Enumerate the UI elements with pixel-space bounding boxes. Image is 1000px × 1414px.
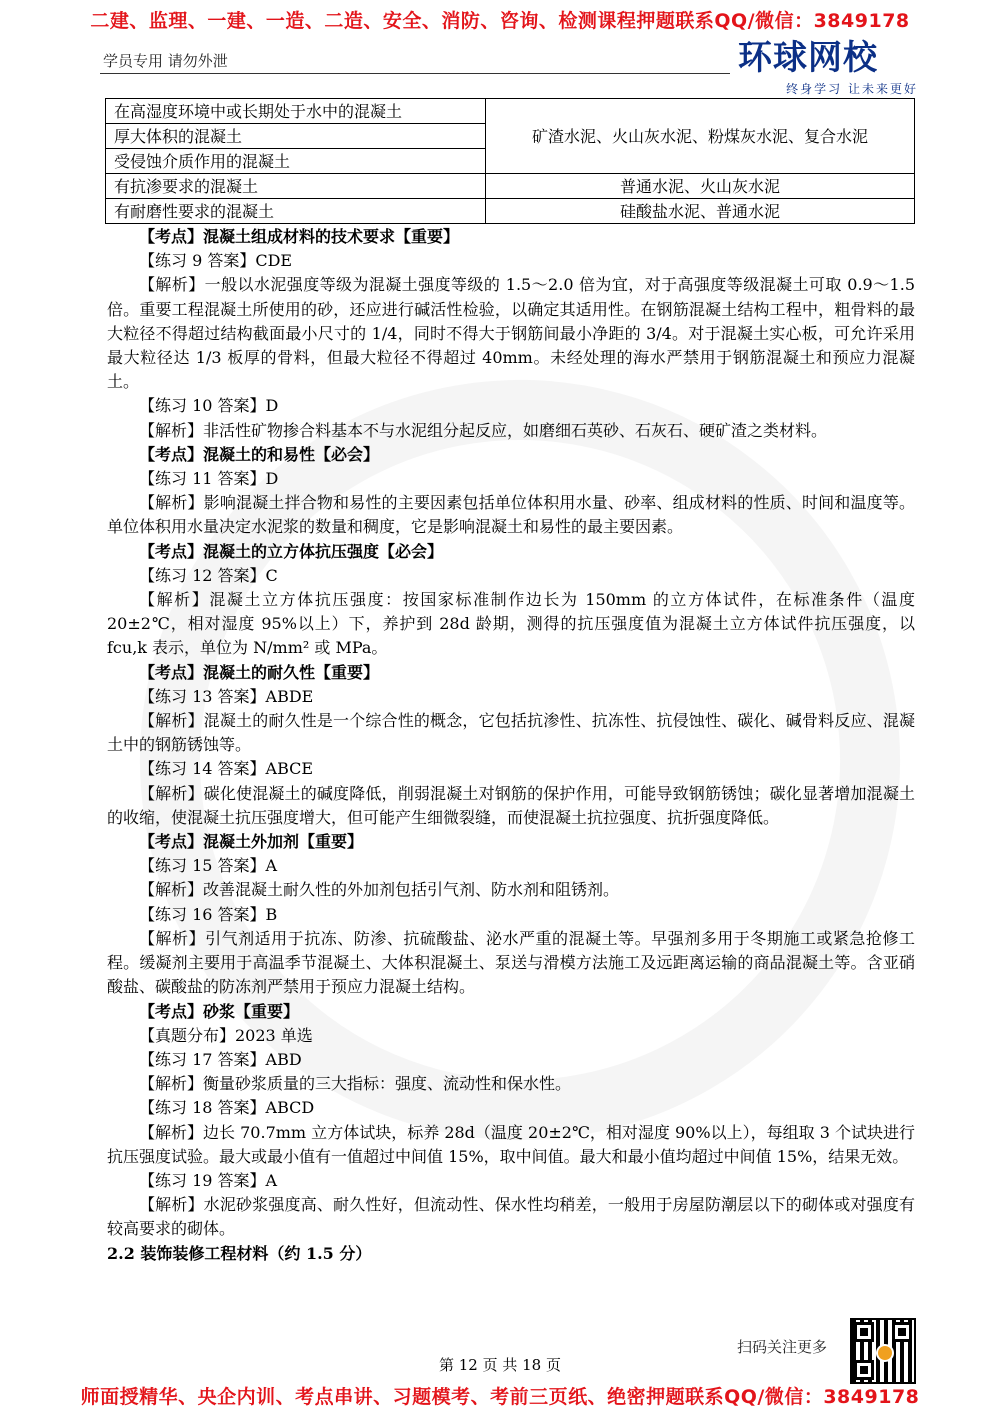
answer-line: 【练习 9 答案】CDE <box>139 251 293 271</box>
answer-line: 【练习 11 答案】D <box>139 469 279 489</box>
key-point-heading: 【考点】砂浆【重要】 <box>139 1001 300 1021</box>
table-row <box>106 199 915 224</box>
table-row <box>106 99 915 124</box>
table-cell: 在高湿度环境中或长期处于水中的混凝土 <box>106 99 486 124</box>
qr-label: 扫码关注更多 <box>737 1338 828 1356</box>
answer-line: 【练习 19 答案】A <box>139 1170 278 1190</box>
explanation-paragraph: 【解析】影响混凝土拌合物和易性的主要因素包括单位体积用水量、砂率、组成材料的性质、时间和温度等。单位体积用水量决定水泥浆的数量和稠度，它是影响混凝土和易性的最主要因素。 <box>107 493 915 537</box>
table-cell: 矿渣水泥、火山灰水泥、粉煤灰水泥、复合水泥 <box>486 99 915 174</box>
table-cell: 厚大体积的混凝土 <box>106 124 486 149</box>
table-cell: 有耐磨性要求的混凝土 <box>106 199 486 224</box>
key-point-heading: 【考点】混凝土外加剂【重要】 <box>139 832 364 852</box>
exam-distribution: 【真题分布】2023 单选 <box>139 1025 313 1045</box>
explanation-paragraph: 【解析】一般以水泥强度等级为混凝土强度等级的 1.5～2.0 倍为宜，对于高强度等级混凝土可取 0.9～1.5 倍。重要工程混凝土所使用的砂，还应进行碱活性检验，以确定其适用性。在钢筋混凝土结构工程中，粗骨料的最大粒径不得超过结构截面最小尺寸的 1/4，同时不得大于钢筋间最小净距的 3/4。对于混凝土实心板，可允许采用最大粒径达 1/3 板厚的骨料，但最大粒径不得超过 40mm。未经处理的海水严禁用于钢筋混凝土和预应力混凝土。 <box>107 275 915 392</box>
explanation-paragraph: 【解析】混凝土的耐久性是一个综合性的概念，它包括抗渗性、抗冻性、抗侵蚀性、碳化、碱骨料反应、混凝土中的钢筋锈蚀等。 <box>107 711 915 755</box>
table-cell: 受侵蚀介质作用的混凝土 <box>106 149 486 174</box>
answer-line: 【练习 18 答案】ABCD <box>139 1098 315 1118</box>
table-cell: 有抗渗要求的混凝土 <box>106 174 486 199</box>
header-divider <box>100 73 730 74</box>
answer-line: 【练习 15 答案】A <box>139 856 278 876</box>
qr-eye <box>854 1322 874 1342</box>
answer-line: 【练习 13 答案】ABDE <box>139 686 314 706</box>
top-ad-banner: 二建、监理、一建、一造、二造、安全、消防、咨询、检测课程押题联系QQ/微信：3849178 <box>90 10 910 32</box>
key-point-heading: 【考点】混凝土的立方体抗压强度【必会】 <box>139 541 444 561</box>
answer-line: 【练习 10 答案】D <box>139 396 279 416</box>
qr-eye <box>892 1322 912 1342</box>
explanation-paragraph: 【解析】改善混凝土耐久性的外加剂包括引气剂、防水剂和阻锈剂。 <box>139 880 620 900</box>
answer-line: 【练习 14 答案】ABCE <box>139 759 314 779</box>
key-point-heading: 【考点】混凝土组成材料的技术要求【重要】 <box>139 227 460 246</box>
table-row <box>106 174 915 199</box>
cement-selection-table <box>105 98 915 224</box>
explanation-paragraph: 【解析】边长 70.7mm 立方体试块，标养 28d（温度 20±2℃，相对湿度 90%以上），每组取 3 个试块进行抗压强度试验。最大或最小值有一值超过中间值 15%，取中间值。最大和最小值均超过中间值 15%，结果无效。 <box>107 1122 915 1166</box>
answer-line: 【练习 17 答案】ABD <box>139 1049 302 1069</box>
section-title: 2.2 装饰装修工程材料（约 1.5 分） <box>107 1243 372 1263</box>
page-number: 第 12 页 共 18 页 <box>438 1356 561 1374</box>
key-point-heading: 【考点】混凝土的和易性【必会】 <box>139 444 380 464</box>
answer-explanations <box>107 225 915 1266</box>
logo-text: 环球网校 <box>738 38 878 78</box>
bottom-ad-banner: 师面授精华、央企内训、考点串讲、习题模考、考前三页纸、绝密押题联系QQ/微信：3849178 <box>80 1386 920 1408</box>
header-note: 学员专用 请勿外泄 <box>103 52 228 70</box>
key-point-heading: 【考点】混凝土的耐久性【重要】 <box>139 662 380 682</box>
logo-slogan: 终身学习 让未来更好 <box>786 82 918 96</box>
answer-line: 【练习 16 答案】B <box>139 904 278 924</box>
brand-logo <box>738 36 918 97</box>
explanation-paragraph: 【解析】衡量砂浆质量的三大指标：强度、流动性和保水性。 <box>139 1074 572 1094</box>
answer-line: 【练习 12 答案】C <box>139 565 278 585</box>
explanation-paragraph: 【解析】混凝土立方体抗压强度：按国家标准制作边长为 150mm 的立方体试件，在标准条件（温度 20±2℃，相对湿度 95%以上）下，养护到 28d 龄期，测得的抗压强度值为混凝土立方体试件抗压强度，以 fcu,k 表示，单位为 N/mm² 或 MPa。 <box>107 590 915 658</box>
table-cell: 硅酸盐水泥、普通水泥 <box>486 199 915 224</box>
explanation-paragraph: 【解析】水泥砂浆强度高、耐久性好，但流动性、保水性均稍差，一般用于房屋防潮层以下的砌体或对强度有较高要求的砌体。 <box>107 1195 915 1239</box>
table-cell: 普通水泥、火山灰水泥 <box>486 174 915 199</box>
explanation-paragraph: 【解析】碳化使混凝土的碱度降低，削弱混凝土对钢筋的保护作用，可能导致钢筋锈蚀；碳化显著增加混凝土的收缩，使混凝土抗压强度增大，但可能产生细微裂缝，而使混凝土抗拉强度、抗折强度降低。 <box>107 783 915 827</box>
explanation-paragraph: 【解析】引气剂适用于抗冻、防渗、抗硫酸盐、泌水严重的混凝土等。早强剂多用于冬期施工或紧急抢修工程。缓凝剂主要用于高温季节混凝土、大体积混凝土、泵送与滑模方法施工及远距离运输的商品混凝土等。含亚硝酸盐、碳酸盐的防冻剂严禁用于预应力混凝土结构。 <box>107 928 915 997</box>
explanation-paragraph: 【解析】非活性矿物掺合料基本不与水泥组分起反应，如磨细石英砂、石灰石、硬矿渣之类材料。 <box>139 420 828 440</box>
